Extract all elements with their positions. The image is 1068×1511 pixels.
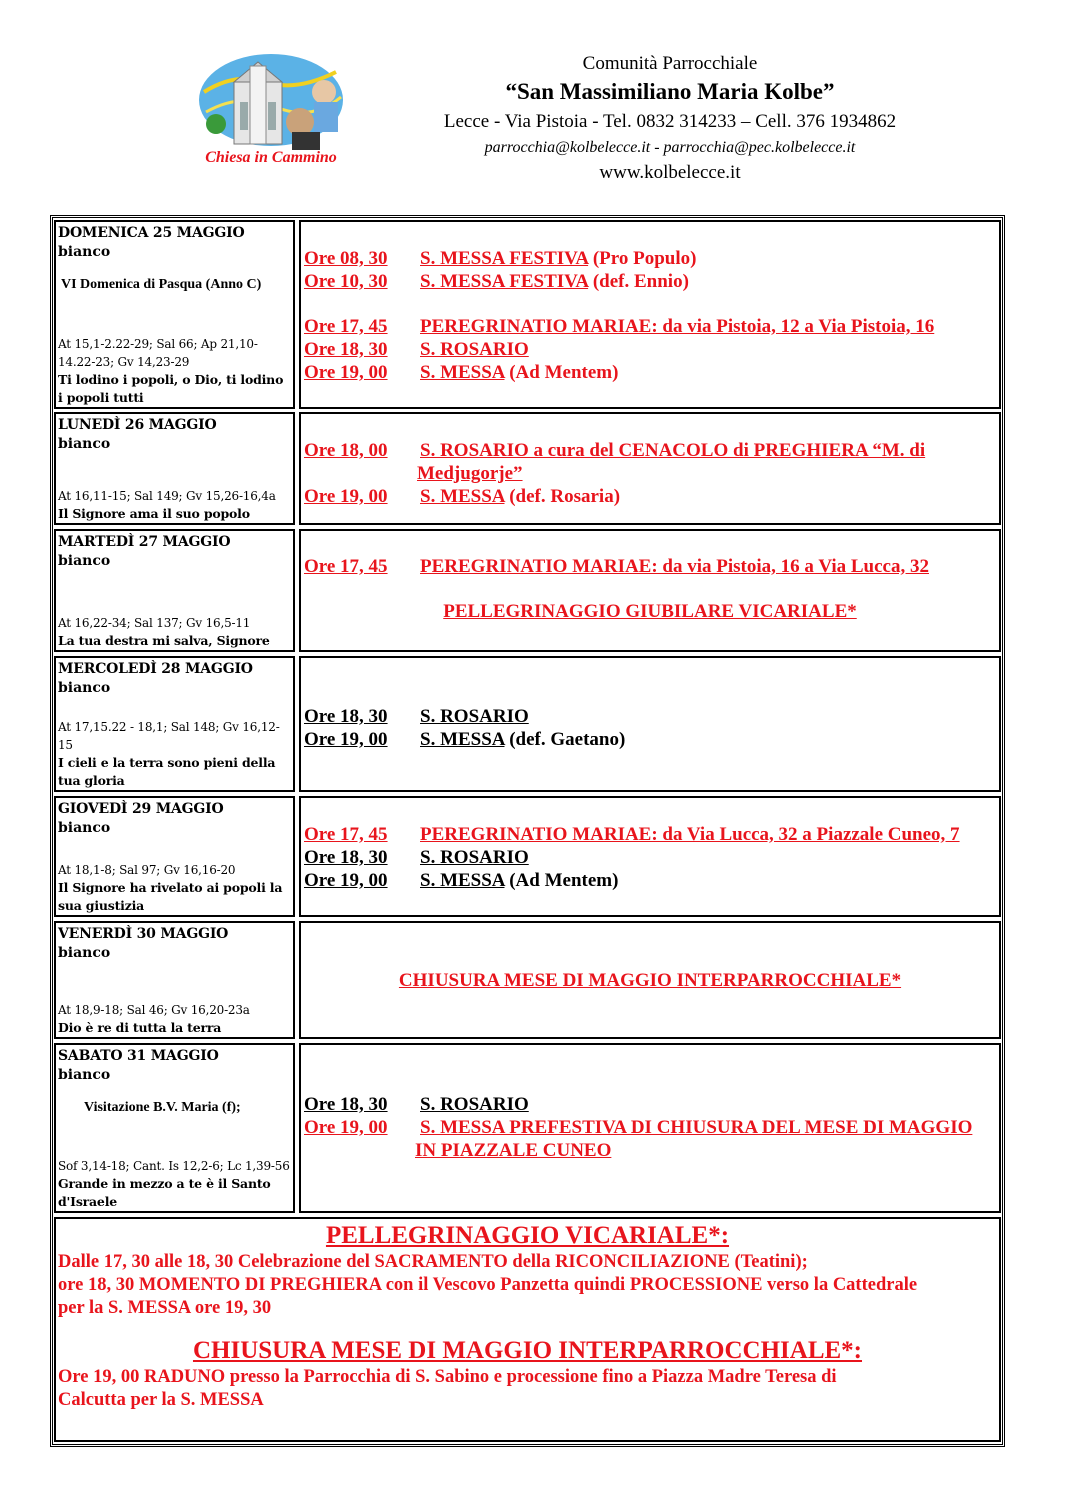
event-title-continued: Medjugorje”	[417, 463, 523, 484]
parish-logo	[196, 52, 346, 170]
day-title: LUNEDÌ 26 MAGGIO	[58, 417, 217, 433]
day-title: DOMENICA 25 MAGGIO	[58, 225, 245, 241]
event-title: PEREGRINATIO MARIAE: da Via Lucca, 32 a Piazzale Cuneo, 7	[420, 824, 960, 845]
day-feast: Visitazione B.V. Maria (f);	[84, 1100, 241, 1115]
event-intention: (Pro Populo)	[588, 248, 697, 269]
special-event-note: PELLEGRINAGGIO GIUBILARE VICARIALE*	[443, 601, 857, 622]
day-row	[54, 1043, 1001, 1213]
event-title: S. ROSARIO a cura del CENACOLO di PREGHIERA “M. di	[420, 440, 926, 461]
day-feast: VI Domenica di Pasqua (Anno C)	[61, 277, 262, 292]
notes-heading: PELLEGRINAGGIO VICARIALE*:	[325, 1222, 730, 1249]
event-title: S. MESSA	[420, 362, 505, 383]
day-info-cell	[54, 412, 295, 525]
notes-paragraph: ore 18, 30 MOMENTO DI PREGHIERA con il Vescovo Panzetta quindi PROCESSIONE verso la Cattedrale	[58, 1275, 918, 1295]
day-antiphon: Ti lodino i popoli, o Dio, ti lodino i popoli tutti	[58, 372, 284, 405]
day-events-cell	[299, 1043, 1001, 1213]
parish-website[interactable]: www.kolbelecce.it	[599, 162, 741, 183]
day-row	[54, 529, 1001, 652]
event-time: Ore 18, 30	[304, 847, 388, 868]
notes-box	[54, 1217, 1001, 1442]
event-time: Ore 19, 00	[304, 362, 388, 383]
day-readings: At 18,1-8; Sal 97; Gv 16,16-20	[58, 863, 236, 877]
day-readings: At 16,11-15; Sal 149; Gv 15,26-16,4a	[58, 489, 276, 503]
day-info-cell	[54, 1043, 295, 1213]
day-antiphon: Dio è re di tutta la terra	[58, 1020, 222, 1035]
event-title: S. MESSA PREFESTIVA DI CHIUSURA DEL MESE DI MAGGIO	[420, 1117, 973, 1138]
event-title: S. MESSA	[420, 729, 505, 750]
day-title: GIOVEDÌ 29 MAGGIO	[58, 801, 224, 817]
notes-paragraph: Ore 19, 00 RADUNO presso la Parrocchia di S. Sabino e processione fino a Piazza Madre Teresa di	[58, 1367, 837, 1387]
day-antiphon: Il Signore ha rivelato ai popoli la sua giustizia	[58, 880, 283, 913]
event-title: S. ROSARIO	[420, 1094, 529, 1115]
day-readings: At 18,9-18; Sal 46; Gv 16,20-23a	[58, 1003, 250, 1017]
day-readings: At 16,22-34; Sal 137; Gv 16,5-11	[58, 616, 251, 630]
event-intention: (def. Rosaria)	[504, 486, 621, 507]
notes-paragraph: Calcutta per la S. MESSA	[58, 1390, 264, 1410]
day-title: VENERDÌ 30 MAGGIO	[58, 926, 229, 942]
event-time: Ore 18, 00	[304, 440, 388, 461]
day-events-cell	[299, 656, 1001, 792]
liturgical-color: bianco	[58, 945, 111, 961]
parish-emails: parrocchia@kolbelecce.it - parrocchia@pec.kolbelecce.it	[484, 139, 856, 156]
event-title: S. MESSA	[420, 870, 505, 891]
notes-heading: CHIUSURA MESE DI MAGGIO INTERPARROCCHIALE*:	[192, 1337, 863, 1364]
event-time: Ore 18, 30	[304, 706, 388, 727]
parish-heading	[400, 52, 940, 186]
event-time: Ore 10, 30	[304, 271, 388, 292]
event-intention: (Ad Mentem)	[504, 362, 619, 383]
event-intention: (Ad Mentem)	[504, 870, 619, 891]
day-antiphon: La tua destra mi salva, Signore	[58, 633, 270, 648]
day-title: MERCOLEDÌ 28 MAGGIO	[58, 661, 253, 677]
notes-paragraph: per la S. MESSA ore 19, 30	[58, 1298, 272, 1318]
day-info-cell	[54, 529, 295, 652]
day-title: SABATO 31 MAGGIO	[58, 1048, 219, 1064]
event-time: Ore 19, 00	[304, 1117, 388, 1138]
day-antiphon: I cieli e la terra sono pieni della tua gloria	[58, 755, 276, 788]
parish-name: “San Massimiliano Maria Kolbe”	[505, 79, 835, 104]
day-row	[54, 220, 1001, 409]
parish-community-label: Comunità Parrocchiale	[582, 53, 758, 74]
day-row	[54, 921, 1001, 1039]
event-intention: (def. Ennio)	[588, 271, 689, 292]
logo-caption: Chiesa in Cammino	[205, 149, 337, 166]
day-events-cell	[299, 921, 1001, 1039]
event-time: Ore 19, 00	[304, 870, 388, 891]
day-readings: At 15,1-2.22-29; Sal 66; Ap 21,10-14.22-23; Gv 14,23-29	[58, 337, 258, 369]
day-info-cell	[54, 220, 295, 409]
event-title: S. MESSA	[420, 486, 505, 507]
day-events-cell	[299, 529, 1001, 652]
day-info-cell	[54, 921, 295, 1039]
event-time: Ore 17, 45	[304, 316, 388, 337]
day-row	[54, 796, 1001, 917]
event-title: PEREGRINATIO MARIAE: da via Pistoia, 16 a Via Lucca, 32	[420, 556, 929, 577]
event-time: Ore 19, 00	[304, 486, 388, 507]
liturgical-color: bianco	[58, 553, 111, 569]
special-event-note: CHIUSURA MESE DI MAGGIO INTERPARROCCHIALE*	[398, 970, 902, 991]
day-events-cell	[299, 220, 1001, 409]
event-title: S. MESSA FESTIVA	[420, 248, 589, 269]
event-title: S. MESSA FESTIVA	[420, 271, 589, 292]
event-time: Ore 18, 30	[304, 1094, 388, 1115]
day-events-cell	[299, 412, 1001, 525]
liturgical-color: bianco	[58, 436, 111, 452]
event-title: S. ROSARIO	[420, 847, 529, 868]
church-logo-image	[196, 52, 346, 170]
event-title: S. ROSARIO	[420, 706, 529, 727]
letterhead	[0, 0, 1068, 200]
day-readings: At 17,15.22 - 18,1; Sal 148; Gv 16,12-15	[58, 720, 280, 752]
event-time: Ore 18, 30	[304, 339, 388, 360]
day-row	[54, 412, 1001, 525]
day-antiphon: Grande in mezzo a te è il Santo d'Israele	[58, 1176, 271, 1209]
liturgical-color: bianco	[58, 680, 111, 696]
event-time: Ore 17, 45	[304, 824, 388, 845]
notes-paragraph: Dalle 17, 30 alle 18, 30 Celebrazione del SACRAMENTO della RICONCILIAZIONE (Teatini);	[58, 1252, 808, 1272]
parish-address: Lecce - Via Pistoia - Tel. 0832 314233 – Cell. 376 1934862	[443, 111, 897, 132]
event-title: PEREGRINATIO MARIAE: da via Pistoia, 12 a Via Pistoia, 16	[420, 316, 935, 337]
day-readings: Sof 3,14-18; Cant. Is 12,2-6; Lc 1,39-56	[58, 1159, 290, 1173]
event-time: Ore 19, 00	[304, 729, 388, 750]
day-title: MARTEDÌ 27 MAGGIO	[58, 534, 231, 550]
liturgical-color: bianco	[58, 820, 111, 836]
day-info-cell	[54, 656, 295, 792]
event-time: Ore 17, 45	[304, 556, 388, 577]
liturgical-color: bianco	[58, 244, 111, 260]
day-row	[54, 656, 1001, 792]
event-intention: (def. Gaetano)	[504, 729, 626, 750]
liturgical-color: bianco	[58, 1067, 111, 1083]
day-info-cell	[54, 796, 295, 917]
event-time: Ore 08, 30	[304, 248, 388, 269]
day-antiphon: Il Signore ama il suo popolo	[58, 506, 250, 521]
day-events-cell	[299, 796, 1001, 917]
event-title-continued: IN PIAZZALE CUNEO	[415, 1140, 612, 1161]
event-title: S. ROSARIO	[420, 339, 529, 360]
